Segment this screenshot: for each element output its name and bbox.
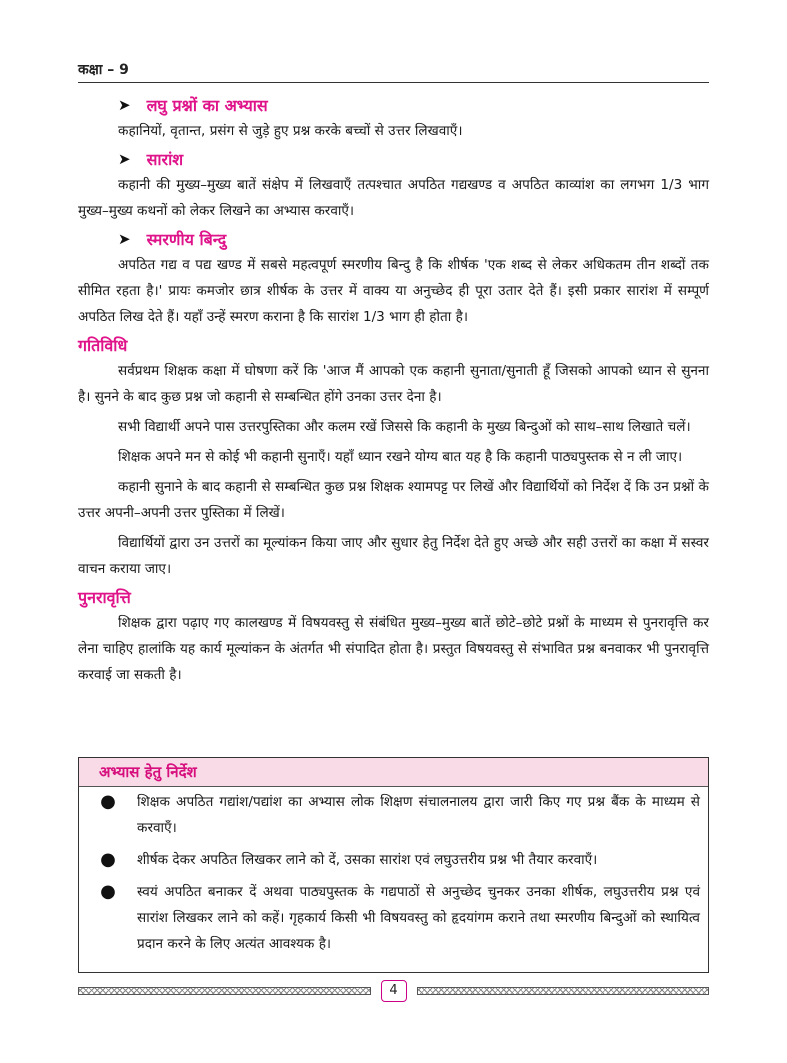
short-questions-text: कहानियों, वृतान्त, प्रसंग से जुड़े हुए प्रश्न करके बच्चों से उत्तर लिखवाएँ।	[118, 123, 463, 139]
memorable-points-text: अपठित गद्य व पद्य खण्ड में सबसे महत्वपूर्ण स्मरणीय बिन्दु है कि शीर्षक 'एक शब्द से लेकर अधिकतम तीन शब्दों तक सीमित रहता है।' प्रायः कमजोर छात्र शीर्षक के उत्तर में वाक्य या अनुच्छेद ही पूरा उतार देते हैं। इसी प्रकार सारांश में सम्पूर्ण अपठित लिख देते हैं। यहाँ उन्हें स्मरण कराना है कि सारांश 1/3 भाग ही होता है।	[78, 257, 709, 325]
short-questions-heading	[118, 94, 709, 116]
header-divider	[78, 82, 709, 83]
memorable-points-heading	[118, 228, 709, 250]
decorative-border-left	[78, 987, 371, 995]
revision-text: शिक्षक द्वारा पढ़ाए गए कालखण्ड में विषयवस्तु से संबंधित मुख्य–मुख्य बातें छोटे–छोटे प्रश्नों के माध्यम से पुनरावृत्ति कर लेना चाहिए हालांकि यह कार्य मूल्यांकन के अंतर्गत भी संपादित होता है। प्रस्तुत विषयवस्तु से संभावित प्रश्न बनवाकर भी पुनरावृत्ति करवाई जा सकती है।	[78, 615, 709, 683]
memorable-points-title: स्मरणीय बिन्दु	[146, 230, 227, 249]
short-questions-title: लघु प्रश्नों का अभ्यास	[146, 96, 268, 115]
list-item-text: स्वयं अपठित बनाकर दें अथवा पाठ्यपुस्तक के गद्यपाठों से अनुच्छेद चुनकर उनका शीर्षक, लघुउत्तरीय प्रश्न एवं सारांश लिखकर लाने को कहें। गृहकार्य किसी भी विषयवस्तु को हृदयांगम कराने तथा स्मरणीय बिन्दुओं को स्थायित्व प्रदान करने के लिए अत्यंत आवश्यक है।	[137, 884, 700, 952]
activity-paragraph: विद्यार्थियों द्वारा उन उत्तरों का मूल्यांकन किया जाए और सुधार हेतु निर्देश देते हुए अच्छे और सही उत्तरों का कक्षा में सस्वर वाचन कराया जाए।	[78, 535, 709, 577]
practice-box-title: अभ्यास हेतु निर्देश	[79, 758, 708, 787]
page-footer	[78, 984, 709, 998]
class-label: कक्षा – 9	[78, 62, 129, 78]
list-item	[79, 789, 700, 841]
arrow-bullet-icon: ➤	[118, 150, 131, 168]
practice-instructions-box	[78, 757, 709, 973]
bullet-dot-icon: ●	[100, 881, 116, 902]
activity-paragraph: सभी विद्यार्थी अपने पास उत्तरपुस्तिका और कलम रखें जिससे कि कहानी के मुख्य बिन्दुओं को साथ–साथ लिखाते चलें।	[118, 419, 691, 435]
summary-heading	[118, 148, 709, 170]
page-number: 4	[381, 980, 407, 1002]
activity-paragraph: शिक्षक अपने मन से कोई भी कहानी सुनाएँ। यहाँ ध्यान रखने योग्य बात यह है कि कहानी पाठ्यपुस्तक से न ली जाए।	[118, 449, 683, 465]
list-item	[79, 847, 700, 873]
list-item-text: शिक्षक अपठित गद्यांश/पद्यांश का अभ्यास लोक शिक्षण संचालनालय द्वारा जारी किए गए प्रश्न बैंक के माध्यम से करवाएँ।	[137, 794, 700, 836]
summary-title: सारांश	[146, 150, 184, 169]
arrow-bullet-icon: ➤	[118, 230, 131, 248]
summary-text: कहानी की मुख्य–मुख्य बातें संक्षेप में लिखवाएँ तत्पश्चात अपठित गद्यखण्ड व अपठित काव्यांश का लगभग 1/3 भाग मुख्य–मुख्य कथनों को लेकर लिखने का अभ्यास करवाएँ।	[78, 177, 709, 219]
bullet-dot-icon: ●	[100, 849, 116, 870]
list-item-text: शीर्षक देकर अपठित लिखकर लाने को दें, उसका सारांश एवं लघुउत्तरीय प्रश्न भी तैयार करवाएँ।	[137, 852, 598, 868]
activity-title: गतिविधि	[78, 336, 128, 355]
bullet-dot-icon: ●	[100, 791, 116, 812]
activity-paragraph: सर्वप्रथम शिक्षक कक्षा में घोषणा करें कि 'आज मैं आपको एक कहानी सुनाता/सुनाती हूँ जिसको आपको ध्यान से सुनना है। सुनने के बाद कुछ प्रश्न जो कहानी से सम्बन्धित होंगे उनका उत्तर देना है।	[78, 363, 709, 405]
activity-paragraph: कहानी सुनाने के बाद कहानी से सम्बन्धित कुछ प्रश्न शिक्षक श्यामपट्ट पर लिखें और विद्यार्थियों को निर्देश दें कि उन प्रश्नों के उत्तर अपनी–अपनी उत्तर पुस्तिका में लिखें।	[78, 479, 709, 521]
arrow-bullet-icon: ➤	[118, 96, 131, 114]
decorative-border-right	[417, 987, 710, 995]
revision-title: पुनरावृत्ति	[78, 588, 131, 607]
practice-list	[79, 787, 708, 957]
list-item	[79, 879, 700, 957]
page-content	[78, 90, 709, 688]
